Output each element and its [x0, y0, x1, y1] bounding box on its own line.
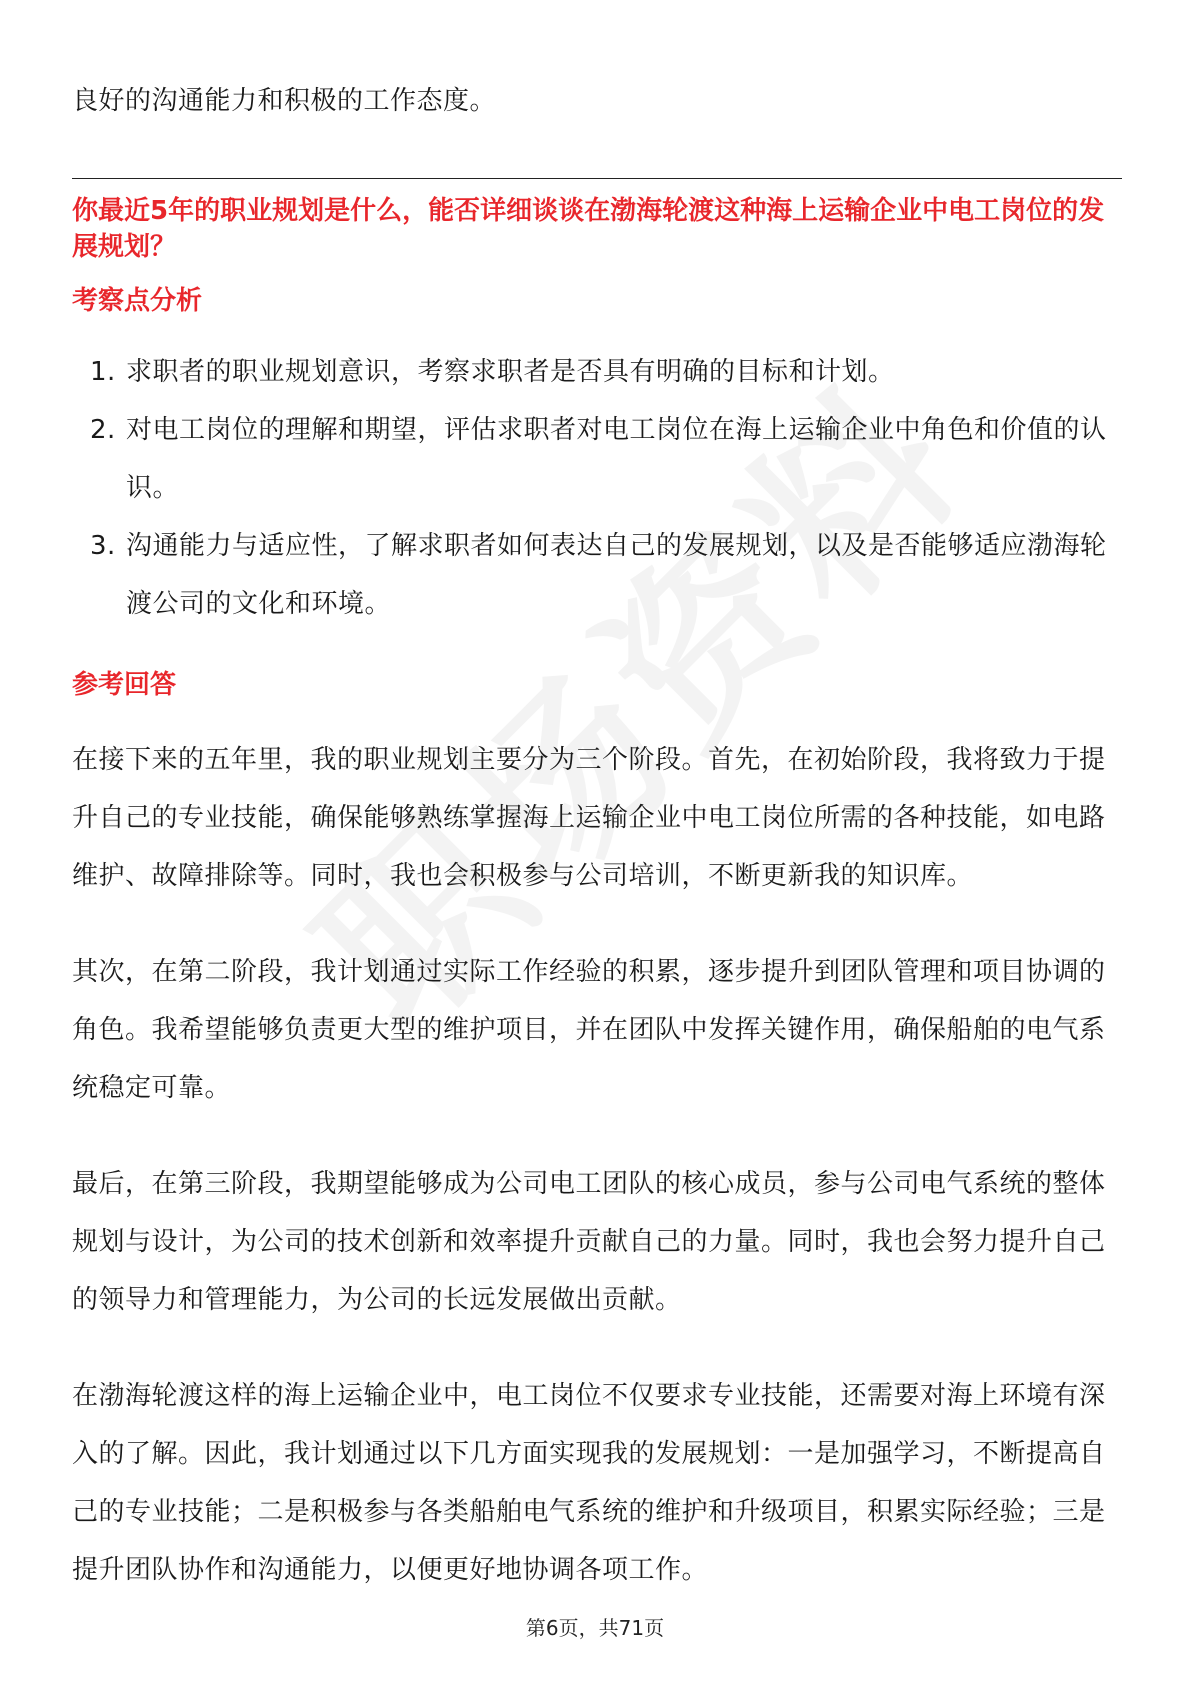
analysis-item: [72, 343, 1122, 401]
page-footer: 第6页，共71页: [525, 1616, 665, 1640]
list-item-text: 对电工岗位的理解和期望，评估求职者对电工岗位在海上运输企业中角色和价值的认识。: [126, 415, 1107, 503]
analysis-item: [72, 517, 1122, 633]
answer-paragraph: 其次，在第二阶段，我计划通过实际工作经验的积累，逐步提升到团队管理和项目协调的角色。我希望能够负责更大型的维护项目，并在团队中发挥关键作用，确保船舶的电气系统稳定可靠。: [72, 957, 1106, 1103]
answer-paragraph: 在接下来的五年里，我的职业规划主要分为三个阶段。首先，在初始阶段，我将致力于提升自己的专业技能，确保能够熟练掌握海上运输企业中电工岗位所需的各种技能，如电路维护、故障排除等。同时，我也会积极参与公司培训，不断更新我的知识库。: [72, 745, 1106, 891]
analysis-item: [72, 401, 1122, 517]
top-paragraph: 良好的沟通能力和积极的工作态度。: [72, 86, 497, 116]
answer-paragraph: 在渤海轮渡这样的海上运输企业中，电工岗位不仅要求专业技能，还需要对海上环境有深入的了解。因此，我计划通过以下几方面实现我的发展规划：一是加强学习，不断提高自己的专业技能；二是积极参与各类船舶电气系统的维护和升级项目，积累实际经验；三是提升团队协作和沟通能力，以便更好地协调各项工作。: [72, 1381, 1106, 1585]
analysis-list: [72, 343, 1122, 633]
answer-paragraph: 最后，在第三阶段，我期望能够成为公司电工团队的核心成员，参与公司电气系统的整体规划与设计，为公司的技术创新和效率提升贡献自己的力量。同时，我也会努力提升自己的领导力和管理能力，为公司的长远发展做出贡献。: [72, 1169, 1106, 1315]
list-item-text: 求职者的职业规划意识，考察求职者是否具有明确的目标和计划。: [126, 357, 895, 387]
list-item-text: 沟通能力与适应性，了解求职者如何表达自己的发展规划，以及是否能够适应渤海轮渡公司的文化和环境。: [126, 531, 1107, 619]
list-number: 3.: [90, 531, 116, 561]
analysis-heading: 考察点分析: [72, 286, 203, 316]
page-content: [72, 72, 1122, 1599]
section-divider: [72, 178, 1122, 179]
question-title: 你最近5年的职业规划是什么，能否详细谈谈在渤海轮渡这种海上运输企业中电工岗位的发展规划？: [72, 196, 1105, 262]
list-number: 1.: [90, 357, 116, 387]
answer-heading: 参考回答: [72, 670, 177, 700]
list-number: 2.: [90, 415, 116, 445]
